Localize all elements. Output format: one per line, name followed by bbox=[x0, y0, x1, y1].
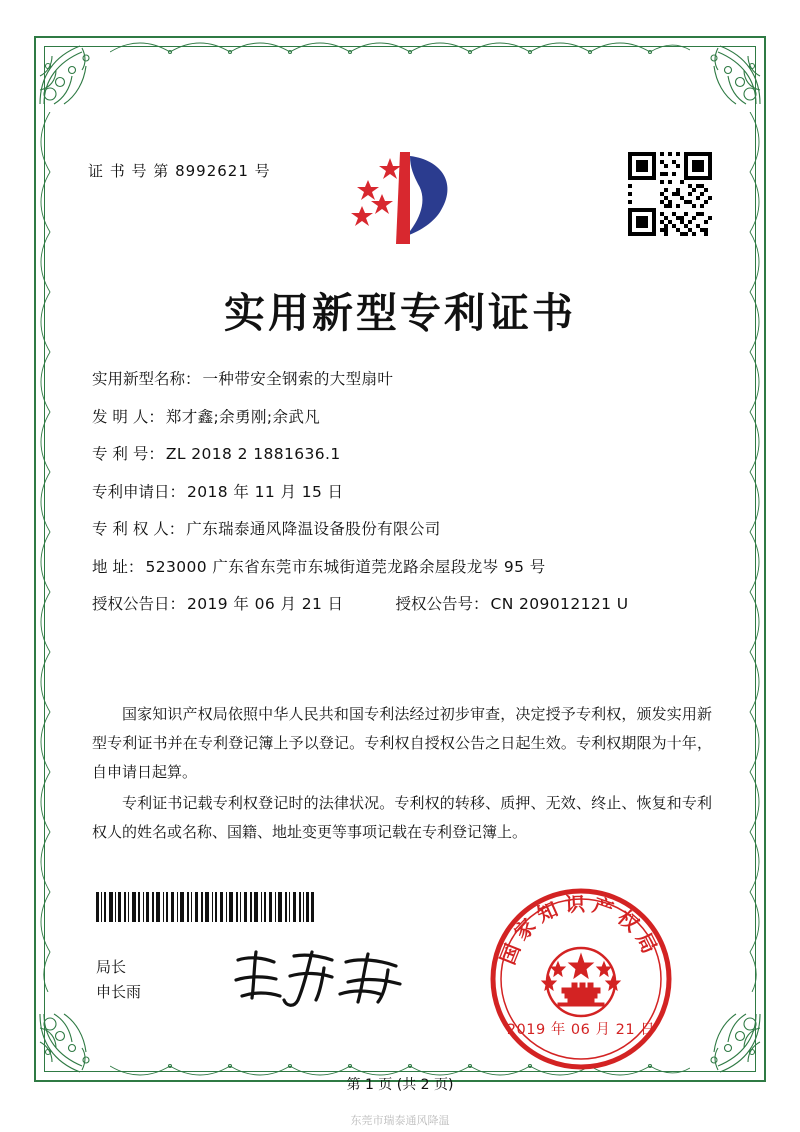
field-label: 专 利 权 人： bbox=[92, 520, 185, 538]
page-title: 实用新型专利证书 bbox=[224, 289, 576, 337]
field-list bbox=[92, 372, 712, 635]
grant-date-label: 授权公告日： bbox=[92, 595, 186, 613]
corner-ornament-icon bbox=[692, 1008, 766, 1082]
cnipa-logo-icon bbox=[348, 150, 458, 250]
field-value: 一种带安全钢索的大型扇叶 bbox=[202, 370, 394, 388]
field-label: 专利申请日： bbox=[92, 482, 186, 501]
field-label: 专 利 号： bbox=[92, 445, 164, 463]
certificate-number: 证 书 号 第 8992621 号 bbox=[88, 162, 271, 180]
field-value: 2018 年 11 月 15 日 bbox=[187, 482, 344, 501]
field-value: 523000 广东省东莞市东城街道莞龙路余屋段龙岑 95 号 bbox=[145, 557, 546, 576]
signature-block bbox=[96, 955, 141, 1005]
grant-number-label: 授权公告号： bbox=[395, 595, 489, 613]
field-row bbox=[92, 522, 712, 538]
seal-date: 2019 年 06 月 21 日 bbox=[506, 1022, 656, 1038]
grant-number-value: CN 209012121 U bbox=[490, 595, 629, 613]
field-value: ZL 2018 2 1881636.1 bbox=[165, 445, 341, 463]
field-label: 实用新型名称： bbox=[92, 370, 201, 388]
field-value: 郑才鑫;余勇刚;余武凡 bbox=[165, 407, 321, 426]
field-row bbox=[92, 482, 712, 501]
field-label: 发 明 人： bbox=[92, 407, 164, 426]
paragraph: 专利证书记载专利权登记时的法律状况。专利权的转移、质押、无效、终止、恢复和专利权人的姓名或名称、国籍、地址变更等事项记载在专利登记簿上。 bbox=[92, 794, 712, 841]
field-row bbox=[92, 372, 712, 388]
field-label: 地 址： bbox=[92, 557, 144, 576]
qr-code bbox=[628, 152, 712, 236]
field-row bbox=[92, 557, 712, 576]
faint-footer-text: 东莞市瑞泰通风降温 bbox=[350, 1114, 450, 1127]
corner-ornament-icon bbox=[34, 1008, 108, 1082]
corner-ornament-icon bbox=[692, 36, 766, 110]
official-seal bbox=[486, 884, 676, 1074]
director-name-label: 申长雨 bbox=[96, 983, 142, 1001]
director-title-label: 局长 bbox=[96, 958, 127, 976]
page-number-footer: 第 1 页 (共 2 页) bbox=[346, 1077, 454, 1093]
handwritten-signature-icon bbox=[228, 946, 418, 1010]
border-ornament-top bbox=[110, 38, 690, 56]
grant-date-value: 2019 年 06 月 21 日 bbox=[187, 595, 344, 613]
paragraph: 国家知识产权局依照中华人民共和国专利法经过初步审查，决定授予专利权，颁发实用新型专利证书并在专利登记簿上予以登记。专利权自授权公告之日起生效。专利权期限为十年，自申请日起算。 bbox=[92, 705, 712, 781]
grant-row bbox=[92, 597, 712, 613]
svg-text:国家知识产权局: 国家知识产权局 bbox=[495, 891, 665, 968]
barcode bbox=[96, 892, 314, 922]
body-text bbox=[92, 700, 712, 849]
corner-ornament-icon bbox=[34, 36, 108, 110]
field-value: 广东瑞泰通风降温设备股份有限公司 bbox=[186, 520, 441, 538]
field-row bbox=[92, 407, 712, 426]
border-ornament-left bbox=[36, 112, 54, 1006]
border-ornament-right bbox=[746, 112, 764, 1006]
field-row bbox=[92, 447, 712, 463]
